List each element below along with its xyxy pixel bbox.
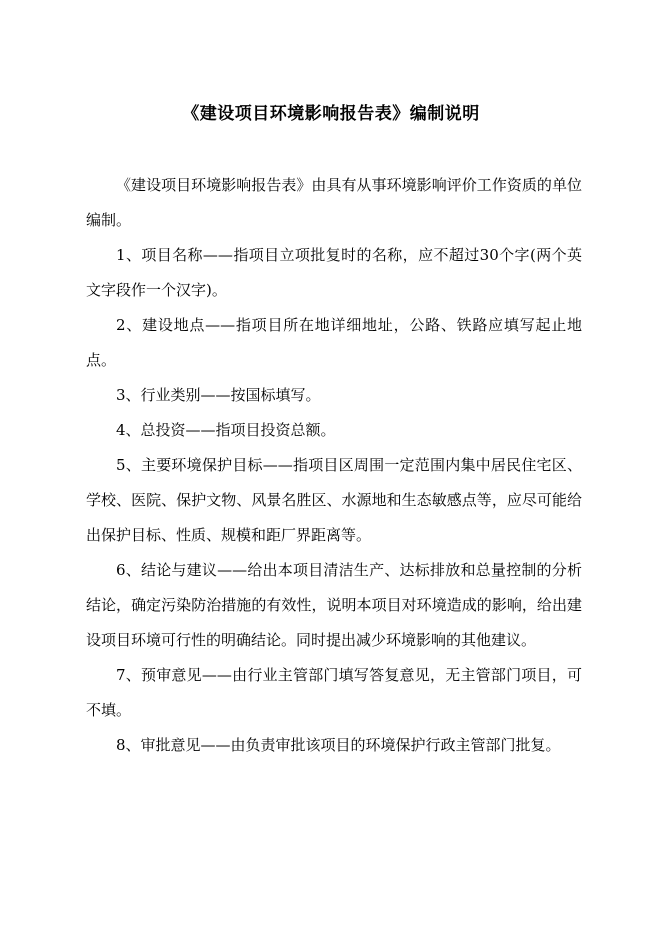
paragraph-item-5: 5、主要环境保护目标——指项目区周围一定范围内集中居民住宅区、学校、医院、保护文物、风景名胜区、水源地和生态敏感点等，应尽可能给出保护目标、性质、规模和距厂界距离等。 — [86, 456, 582, 544]
paragraph-item-1: 1、项目名称——指项目立项批复时的名称，应不超过30个字(两个英文字段作一个汉字)。 — [86, 246, 582, 299]
paragraph-item-3: 3、行业类别——按国标填写。 — [116, 386, 321, 404]
paragraph-item-8: 8、审批意见——由负责审批该项目的环境保护行政主管部门批复。 — [116, 736, 561, 754]
page-title: 《建设项目环境影响报告表》编制说明 — [182, 104, 480, 124]
paragraph-item-4: 4、总投资——指项目投资总额。 — [116, 421, 336, 439]
paragraph-intro: 《建设项目环境影响报告表》由具有从事环境影响评价工作资质的单位编制。 — [86, 176, 582, 229]
paragraph-item-7: 7、预审意见——由行业主管部门填写答复意见，无主管部门项目，可不填。 — [86, 666, 582, 719]
document-body — [86, 168, 582, 763]
paragraph-item-6: 6、结论与建议——给出本项目清洁生产、达标排放和总量控制的分析结论，确定污染防治措施的有效性，说明本项目对环境造成的影响，给出建设项目环境可行性的明确结论。同时提出减少环境影响的其他建议。 — [86, 561, 582, 649]
paragraph-item-2: 2、建设地点——指项目所在地详细地址，公路、铁路应填写起止地点。 — [86, 316, 582, 369]
